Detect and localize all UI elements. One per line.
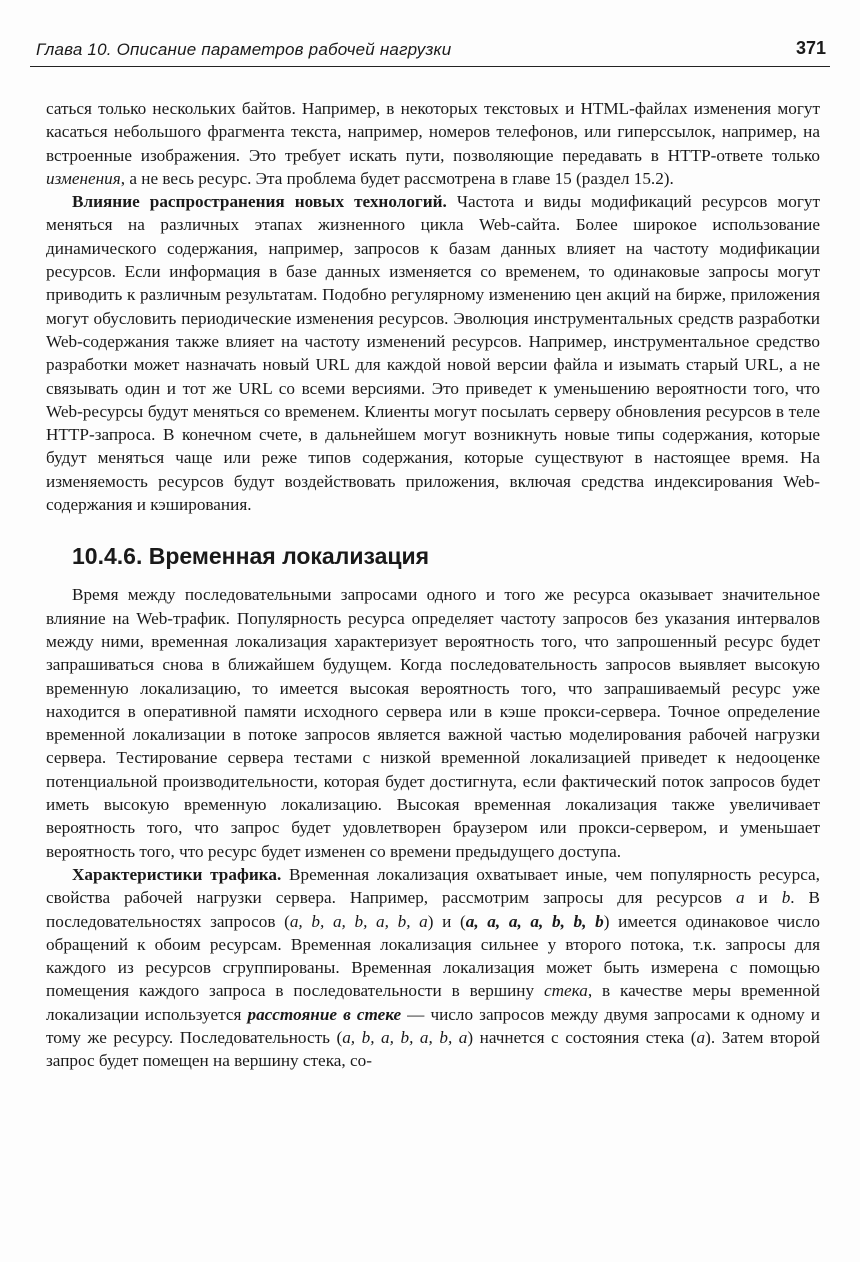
paragraph-text: , в качестве меры временной локализации используется — [46, 981, 820, 1024]
running-title: Глава 10. Описание параметров рабочей нагрузки — [36, 40, 452, 59]
paragraph-text: . В последовательностях запросов ( — [46, 888, 821, 931]
paragraph-traffic-characteristics — [46, 863, 820, 1073]
paragraph-text: Временная локализация охватывает иные, чем популярность ресурса, свойства рабочей нагрузки сервера. Например, рассмотрим запросы для ресурсов — [46, 864, 820, 908]
emphasis-text: стека — [543, 981, 588, 1001]
term-text: расстояние в стеке — [247, 1004, 402, 1024]
page-number: 371 — [795, 38, 826, 58]
paragraph-text: — число запросов между двумя запросами к одному и тому же ресурсу. Последовательность ( — [46, 1004, 820, 1047]
paragraph-text: и — [744, 888, 782, 908]
runin-heading: Влияние распространения новых технологий. — [72, 192, 447, 212]
math-variable: a — [696, 1027, 706, 1047]
paragraph-temporal-locality — [46, 583, 820, 863]
sequence-text: a, b, a, b, a, b, a — [289, 911, 428, 931]
paragraph-text: ) начнется с состояния стека ( — [467, 1027, 697, 1047]
emphasis-text: изменения — [46, 168, 121, 188]
paragraph-text: ) и ( — [427, 911, 466, 931]
math-variable: a — [735, 888, 745, 908]
section-heading: 10.4.6. Временная локализация — [72, 543, 430, 570]
page-header — [30, 36, 830, 67]
runin-heading: Характеристики трафика. — [72, 864, 282, 884]
paragraph-continuation — [46, 97, 820, 190]
paragraph-text: Частота и виды модификаций ресурсов могут меняться на различных этапах жизненного цикла Web-сайта. Более широкое использование динамического содержания, например, запросов к базам данных влияет на частоту модификации ресурсов. Если информация в базе данных изменяется со временем, то одинаковые запросы могут приводить к различным результатам. Подобно регулярному изменению цен акций на бирже, приложения могут обусловить периодические изменения ресурсов. Эволюция инструментальных средств разработки Web-содержания также влияет на частоту изменений ресурсов. Например, инструментальное средство разработки может назначать новый URL для каждой новой версии файла и изымать старый URL, а не связывать один и тот же URL со всеми версиями. Это приведет к уменьшению вероятности того, что Web-ресурсы будут меняться со временем. Клиенты могут посылать серверу обновления ресурсов в теле HTTP-запроса. В конечном счете, в дальнейшем могут возникнуть новые типы содержания, которые будут меняться чаще или реже типов содержания, которые существуют в настоящее время. На изменяемость ресурсов будут воздействовать приложения, включая средства индексирования Web-содержания и кэширования. — [46, 192, 821, 515]
paragraph-text: , а не весь ресурс. Эта проблема будет рассмотрена в главе 15 (раздел 15.2). — [120, 168, 674, 188]
sequence-text: a, a, a, a, b, b, b — [465, 911, 604, 931]
paragraph-text: Время между последовательными запросами одного и того же ресурса оказывает значительное влияние на Web-трафик. Популярность ресурса определяет частоту запросов без указания интервалов между ними, временная локализация характеризует вероятность того, что запрошенный ресурс будет запрашиваться снова в ближайшем будущем. Когда последовательность запросов выявляет высокую временную локализацию, то имеется высокая вероятность того, что запрашиваемый ресурс уже находится в оперативной памяти исходного сервера или в кэше прокси-сервера. Точное определение временной локализации в потоке запросов является важной частью моделирования рабочей нагрузки сервера. Тестирование сервера тестами с низкой временной локализацией приведет к недооценке потенциальной производительности, которая будет достигнута, если фактический поток запросов будет иметь высокую временную локализацию. Высокая временная локализация также увеличивает вероятность того, что запрос будет удовлетворен браузером или прокси-сервером, и уменьшает вероятность того, что ресурс будет изменен со времени предыдущего доступа. — [46, 585, 820, 861]
paragraph-text: ) имеется одинаковое число обращений к обоим ресурсам. Временная локализация сильнее у второго потока, т.к. запросы для каждого из ресурсов сгруппированы. Временная локализация может быть измерена с помощью помещения каждого запроса в последовательности в вершину — [46, 911, 821, 1001]
page-body — [46, 97, 820, 1073]
sequence-text: a, b, a, b, a, b, a — [342, 1027, 468, 1047]
paragraph-new-technologies — [46, 190, 820, 516]
math-variable: b — [781, 888, 791, 908]
paragraph-text: саться только нескольких байтов. Например, в некоторых текстовых и HTML-файлах изменения могут касаться небольшого фрагмента текста, например, номеров телефонов, или гиперссылок, например, на встроенные изображения. Это требует искать пути, позволяющие передавать в HTTP-ответе только — [46, 99, 820, 165]
paragraph-text: ). Затем второй запрос будет помещен на вершину стека, со- — [46, 1027, 820, 1071]
